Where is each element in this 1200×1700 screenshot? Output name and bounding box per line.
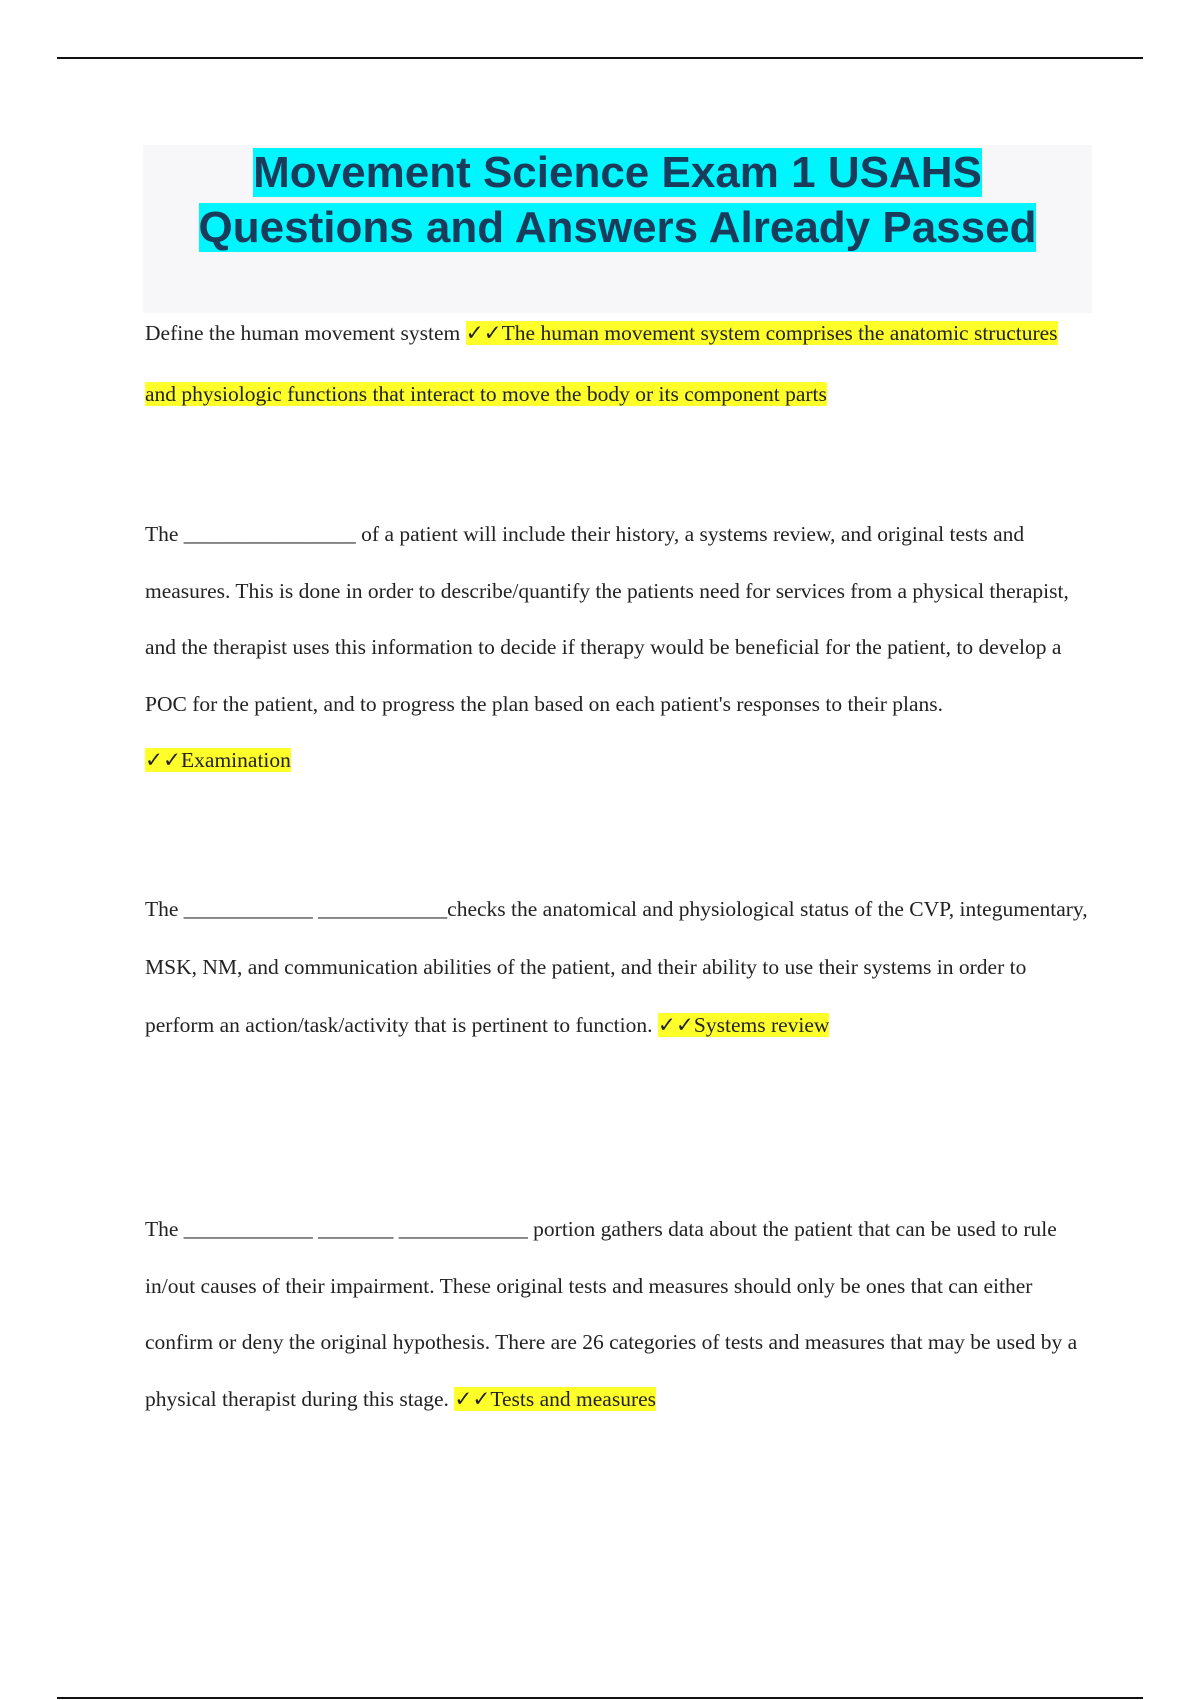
footer-rule [57,1697,1143,1699]
check-mark-icon: ✓✓ [145,748,182,772]
question-text: The ________________ of a patient will include their history, a systems review, and original tests and measures. This is done in order to describe/quantify the patients need for services from a physical therapist, and the therapist uses this information to decide if therapy would be beneficial for the patient, to develop a POC for the patient, and to progress the plan based on each patient's responses to their plans. [145,522,1069,716]
answer-text: Tests and measures [490,1386,657,1411]
qa-item [145,303,1090,425]
qa-item [145,880,1090,1054]
question-text: The ____________ ____________checks the anatomical and physiological status of the CVP, integumentary, MSK, NM, and communication abilities of the patient, and their ability to use their systems in order to perform an action/task/activity that is pertinent to function. [145,897,1088,1037]
title-line-2: Questions and Answers Already Passed [198,203,1037,252]
answer-highlight [454,1387,656,1411]
header-rule [57,57,1143,59]
check-mark-icon: ✓✓ [454,1386,491,1411]
answer-text: Examination [181,748,291,772]
answer-text: The human movement system comprises the anatomic structures and physiologic functions that interact to move the body or its component parts [145,321,1058,406]
answer-text: Systems review [693,1013,830,1037]
check-mark-icon: ✓✓ [657,1013,694,1037]
document-title [143,145,1092,255]
check-mark-icon: ✓✓ [465,321,502,345]
question-text: Define the human movement system [145,321,466,345]
answer-highlight [658,1013,830,1037]
answer-highlight [145,748,291,772]
qa-item [145,506,1090,789]
qa-item [145,1201,1090,1427]
question-text: The ____________ _______ ____________ portion gathers data about the patient that can be used to rule in/out causes of their impairment. These original tests and measures should only be ones that can either confirm or deny the original hypothesis. There are 26 categories of tests and measures that may be used by a physical therapist during this stage. [145,1217,1078,1411]
title-line-1: Movement Science Exam 1 USAHS [253,148,982,197]
